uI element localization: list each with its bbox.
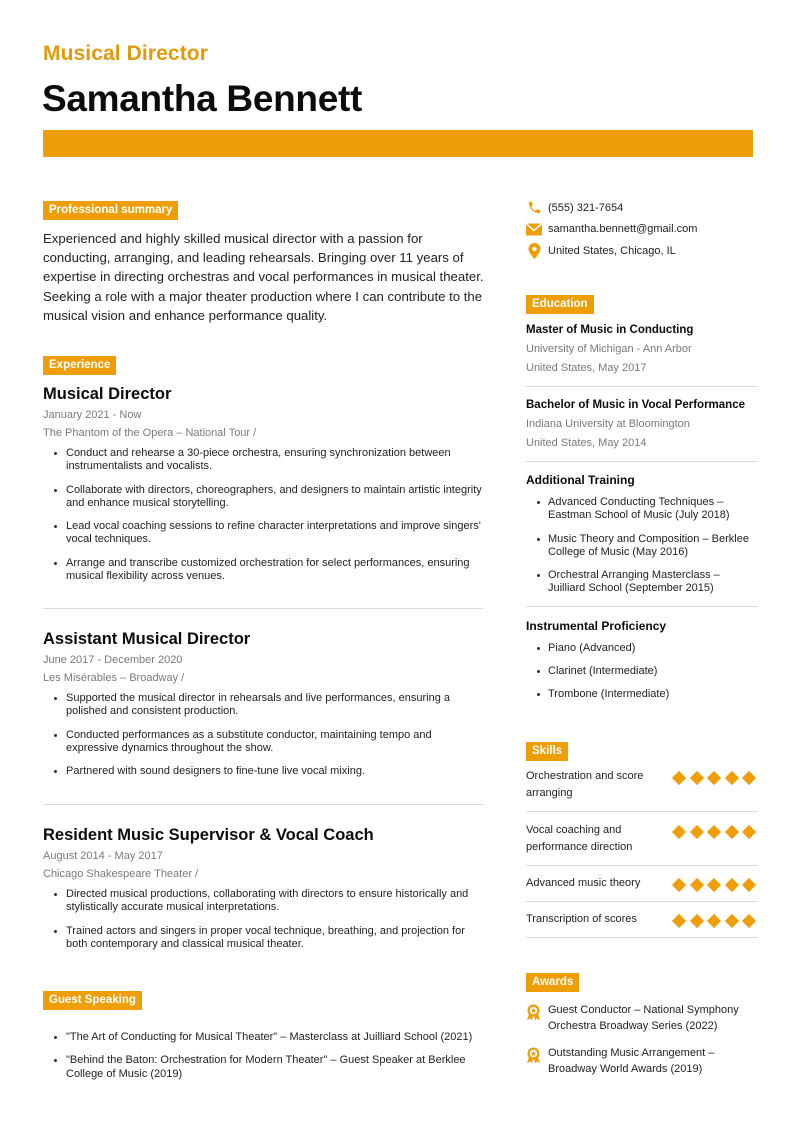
divider — [526, 865, 758, 866]
degree-school: Indiana University at Bloomington — [526, 418, 690, 430]
instrument-list — [526, 642, 758, 702]
job-bullet: Collaborate with directors, choreographers, and designers to maintain artistic integrity and enhance musical storytelling. — [43, 484, 483, 511]
rating-diamond-icon — [672, 771, 686, 785]
skills-section — [526, 741, 758, 938]
job-bullets — [43, 447, 483, 583]
award-text: Outstanding Music Arrangement – Broadway World Awards (2019) — [548, 1047, 715, 1075]
rating-diamond-icon — [724, 914, 738, 928]
job-bullet: Supported the musical director in rehearsals and live performances, ensuring a polished and consistent production. — [43, 692, 483, 719]
degree-school: University of Michigan - Ann Arbor — [526, 343, 692, 355]
section-label-awards: Awards — [526, 973, 579, 992]
job-bullet: Partnered with sound designers to fine-tune live vocal mixing. — [43, 765, 483, 778]
rating-diamond-icon — [742, 825, 756, 839]
skill-row — [526, 822, 758, 855]
degree-title: Bachelor of Music in Vocal Performance — [526, 399, 745, 411]
education-section — [526, 294, 758, 712]
degree-location-date: United States, May 2017 — [526, 362, 647, 374]
mail-icon — [526, 221, 542, 237]
experience-item — [43, 385, 483, 593]
location-pin-icon — [526, 243, 542, 259]
skill-row — [526, 768, 758, 801]
instrument-item: Piano (Advanced) — [526, 642, 758, 655]
rating-diamond-icon — [672, 878, 686, 892]
instrument-item: Clarinet (Intermediate) — [526, 665, 758, 678]
experience-label-wrap — [43, 355, 116, 375]
location-text: United States, Chicago, IL — [548, 244, 676, 257]
rating-diamond-icon — [707, 914, 721, 928]
training-item: Advanced Conducting Techniques – Eastman School of Music (July 2018) — [526, 496, 758, 523]
headline-role: Musical Director — [43, 42, 208, 65]
award-item — [526, 1002, 758, 1034]
guest-speaking-list — [43, 1031, 483, 1081]
award-text: Guest Conductor – National Symphony Orchestra Broadway Series (2022) — [548, 1004, 739, 1032]
divider — [526, 606, 758, 607]
rating-diamond-icon — [742, 771, 756, 785]
job-dates: August 2014 - May 2017 — [43, 850, 163, 862]
rating-diamond-icon — [724, 771, 738, 785]
skill-rating — [672, 914, 756, 928]
rating-diamond-icon — [689, 914, 703, 928]
contact-section — [526, 197, 697, 262]
section-label-summary: Professional summary — [43, 201, 178, 220]
skill-name: Vocal coaching and performance direction — [526, 824, 633, 853]
training-list — [526, 496, 758, 596]
job-bullets — [43, 692, 483, 778]
skill-name: Orchestration and score arranging — [526, 770, 644, 799]
email-text: samantha.bennett@gmail.com — [548, 223, 698, 236]
job-bullet: Conducted performances as a substitute conductor, maintaining tempo and expressive dynamics throughout the show. — [43, 729, 483, 756]
instrument-item: Trombone (Intermediate) — [526, 688, 758, 701]
divider — [526, 937, 758, 938]
skill-row — [526, 875, 758, 892]
rating-diamond-icon — [724, 825, 738, 839]
candidate-name: Samantha Bennett — [42, 78, 363, 119]
guest-speaking-section — [43, 990, 483, 1091]
section-label-experience: Experience — [43, 356, 116, 375]
section-label-guest-speaking: Guest Speaking — [43, 991, 142, 1010]
job-bullets — [43, 888, 483, 951]
rating-diamond-icon — [742, 914, 756, 928]
skill-rating — [672, 771, 756, 785]
job-dates: January 2021 - Now — [43, 409, 142, 421]
job-company: The Phantom of the Opera – National Tour / — [43, 427, 257, 439]
job-dates: June 2017 - December 2020 — [43, 654, 183, 666]
award-medal-icon — [526, 1047, 542, 1069]
header-accent-bar — [43, 130, 753, 157]
additional-training — [526, 473, 758, 596]
divider — [526, 386, 758, 387]
contact-email — [526, 219, 697, 241]
degree-title: Master of Music in Conducting — [526, 324, 694, 336]
skill-rating — [672, 878, 756, 892]
instrumental-proficiency — [526, 619, 758, 702]
job-bullet: Conduct and rehearse a 30-piece orchestra, ensuring synchronization between instrumentalists and vocalists. — [43, 447, 483, 474]
job-bullet: Directed musical productions, collaborating with directors to ensure historically and stylistically accurate musical interpretations. — [43, 888, 483, 915]
training-item: Orchestral Arranging Masterclass – Juilliard School (September 2015) — [526, 569, 758, 596]
job-title: Musical Director — [43, 385, 172, 403]
rating-diamond-icon — [724, 878, 738, 892]
additional-training-heading: Additional Training — [526, 473, 635, 487]
divider — [526, 461, 758, 462]
skill-row — [526, 911, 758, 928]
skill-name: Advanced music theory — [526, 877, 641, 889]
experience-item — [43, 826, 483, 961]
summary-section — [43, 200, 488, 325]
phone-text: (555) 321-7654 — [548, 201, 624, 214]
instrumental-heading: Instrumental Proficiency — [526, 618, 667, 633]
education-item — [526, 399, 758, 449]
rating-diamond-icon — [707, 825, 721, 839]
divider — [526, 901, 758, 902]
guest-speaking-item: "The Art of Conducting for Musical Theater" – Masterclass at Juilliard School (2021) — [43, 1031, 483, 1044]
section-label-education: Education — [526, 295, 594, 314]
job-bullet: Arrange and transcribe customized orchestration for select performances, ensuring musical flexibility across venues. — [43, 557, 483, 584]
experience-item — [43, 630, 483, 788]
job-title: Assistant Musical Director — [43, 630, 251, 648]
rating-diamond-icon — [689, 825, 703, 839]
divider — [43, 608, 483, 609]
award-item — [526, 1045, 758, 1077]
rating-diamond-icon — [707, 878, 721, 892]
education-item — [526, 324, 758, 374]
awards-section — [526, 972, 758, 1077]
contact-phone — [526, 197, 697, 219]
award-medal-icon — [526, 1004, 542, 1026]
job-bullet: Trained actors and singers in proper vocal technique, breathing, and projection for both contemporary and classical musical theater. — [43, 925, 483, 952]
rating-diamond-icon — [672, 914, 686, 928]
degree-location-date: United States, May 2014 — [526, 437, 647, 449]
guest-speaking-item: "Behind the Baton: Orchestration for Modern Theater" – Guest Speaker at Berklee College of Music (2019) — [43, 1054, 483, 1081]
skill-name: Transcription of scores — [526, 913, 637, 925]
rating-diamond-icon — [689, 771, 703, 785]
divider — [43, 804, 483, 805]
job-bullet: Lead vocal coaching sessions to refine character interpretations and improve singers' vocal techniques. — [43, 520, 483, 547]
skill-rating — [672, 825, 756, 839]
training-item: Music Theory and Composition – Berklee College of Music (May 2016) — [526, 533, 758, 560]
job-company: Les Misérables – Broadway / — [43, 672, 185, 684]
job-title: Resident Music Supervisor & Vocal Coach — [43, 826, 374, 844]
section-label-skills: Skills — [526, 742, 568, 761]
rating-diamond-icon — [742, 878, 756, 892]
contact-location — [526, 240, 697, 262]
divider — [526, 811, 758, 812]
phone-icon — [526, 200, 542, 216]
job-company: Chicago Shakespeare Theater / — [43, 868, 199, 880]
rating-diamond-icon — [672, 825, 686, 839]
rating-diamond-icon — [689, 878, 703, 892]
rating-diamond-icon — [707, 771, 721, 785]
summary-text: Experienced and highly skilled musical director with a passion for conducting, arranging, and leading rehearsals. Bringing over 11 years of expertise in directing orchestras and vocal performances in musical theater. Seeking a role with a major theater production where I can contribute to the musical vision and enhance performance quality. — [43, 231, 484, 323]
